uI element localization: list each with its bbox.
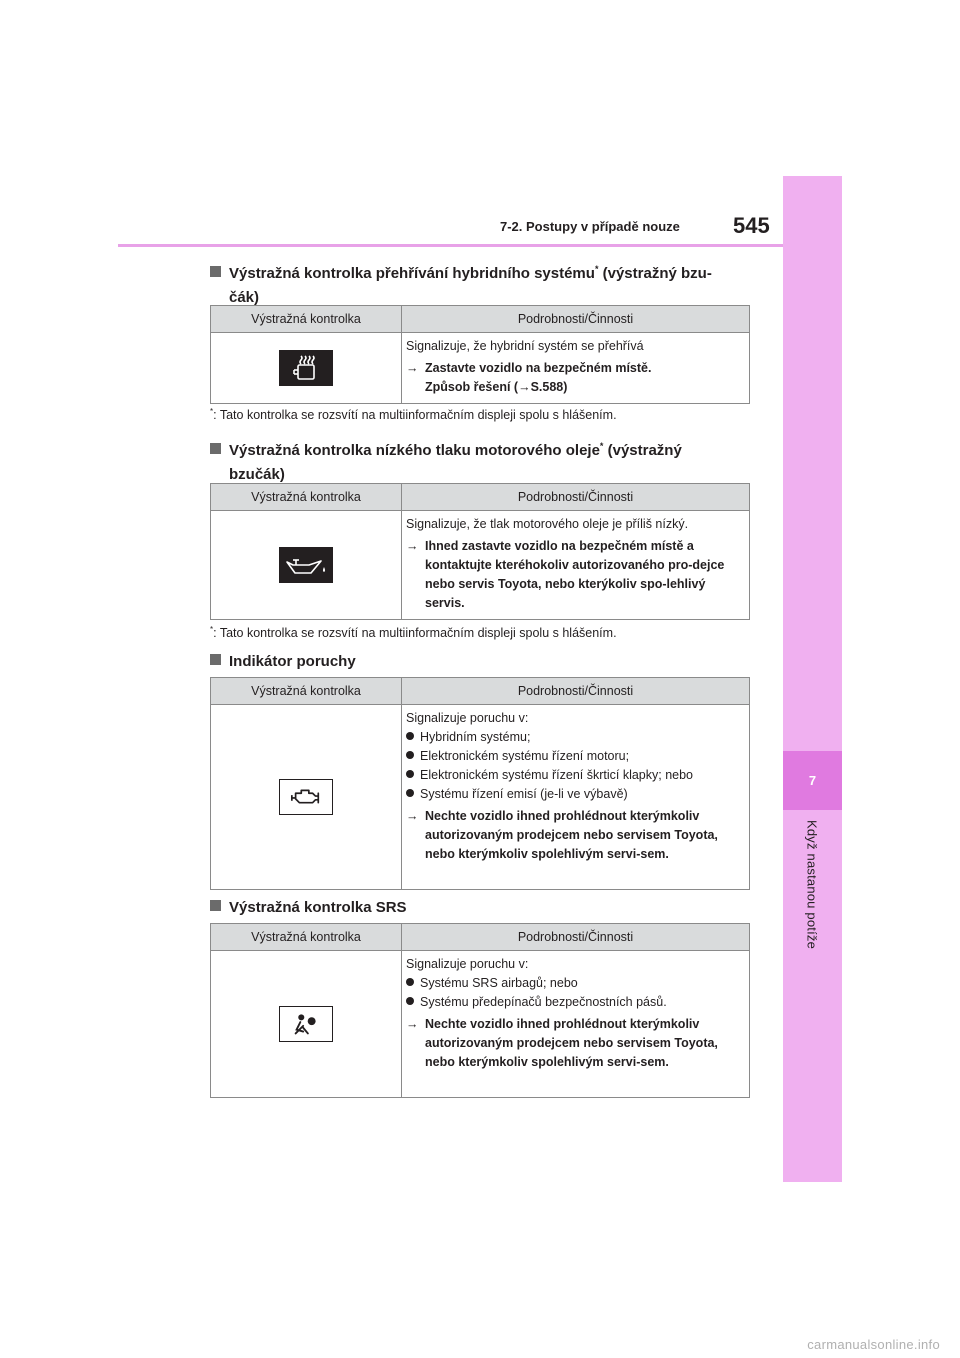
col-header-light: Výstražná kontrolka — [211, 484, 402, 511]
header-rule — [118, 244, 783, 247]
col-header-light: Výstražná kontrolka — [211, 924, 402, 951]
heading-square-icon — [210, 266, 221, 277]
chapter-number: 7 — [783, 751, 842, 810]
section-heading-hybrid-overheat: Výstražná kontrolka přehřívání hybridního systému* (výstražný bzu- čák) — [210, 257, 755, 310]
section-heading-malfunction: Indikátor poruchy — [210, 650, 755, 674]
col-header-light: Výstražná kontrolka — [211, 678, 402, 705]
col-header-details: Podrobnosti/Činnosti — [402, 484, 750, 511]
list-item: Hybridním systému; — [406, 728, 745, 747]
list-item: Systému předepínačů bezpečnostních pásů. — [406, 993, 745, 1012]
list-item: Elektronickém systému řízení motoru; — [406, 747, 745, 766]
srs-airbag-icon — [279, 1006, 333, 1042]
section-title: 7-2. Postupy v případě nouze — [500, 219, 680, 234]
warning-table-hybrid-overheat: Výstražná kontrolka Podrobnosti/Činnosti Signalizuje, že hybridní systém se přehřívá → Zastavte vozidlo na bezpečném místě. Způsob řešení (→S.588) — [210, 305, 750, 404]
chapter-title: Když nastanou potíže — [804, 820, 820, 950]
heading-square-icon — [210, 900, 221, 911]
page-reference-link[interactable]: S.588 — [530, 380, 564, 394]
heading-square-icon — [210, 654, 221, 665]
col-header-details: Podrobnosti/Činnosti — [402, 678, 750, 705]
page-number: 545 — [733, 213, 770, 238]
hybrid-overheat-icon — [279, 350, 333, 386]
col-header-details: Podrobnosti/Činnosti — [402, 306, 750, 333]
warning-table-srs: Výstražná kontrolka Podrobnosti/Činnosti Signalizuje poruchu v: Systému SRS airbagů; nebo Systému předepínačů bezpečnostních pásů. → Nechte vozidlo ihned prohlédnout kterýmkoliv autorizovaným prodejcem nebo servisem Toyota, nebo kterýmkoliv spolehlivým servi-sem. — [210, 923, 750, 1098]
section-heading-srs: Výstražná kontrolka SRS — [210, 896, 755, 920]
warning-table-oil-pressure: Výstražná kontrolka Podrobnosti/Činnosti Signalizuje, že tlak motorového oleje je příliš nízký. → Ihned zastavte vozidlo na bezpečném místě a kontaktujte kteréhokoliv autorizovaného pro-dejce nebo servis Toyota, nebo kterýkoliv spo-lehlivý servis. — [210, 483, 750, 620]
heading-square-icon — [210, 443, 221, 454]
warning-table-malfunction: Výstražná kontrolka Podrobnosti/Činnosti Signalizuje poruchu v: Hybridním systému; Elektronickém systému řízení motoru; Elektronickém systému řízení škrticí klapky; nebo Systému řízení emisí (je-li ve výbavě) → Nechte vozidlo ihned prohlédnout kterýmkoliv autorizovaným prodejcem nebo servisem Toyota, nebo kterýmkoliv spolehlivým servi-sem. — [210, 677, 750, 890]
watermark-logo: carmanualsonline.info — [807, 1337, 940, 1352]
list-item: Elektronickém systému řízení škrticí klapky; nebo — [406, 766, 745, 785]
section-heading-oil-pressure: Výstražná kontrolka nízkého tlaku motorového oleje* (výstražný bzučák) — [210, 434, 755, 487]
oil-pressure-icon — [279, 547, 333, 583]
check-engine-icon — [279, 779, 333, 815]
footnote: *: Tato kontrolka se rozsvítí na multiinformačním displeji spolu s hlášením. — [210, 625, 617, 641]
footnote: *: Tato kontrolka se rozsvítí na multiinformačním displeji spolu s hlášením. — [210, 407, 617, 423]
col-header-details: Podrobnosti/Činnosti — [402, 924, 750, 951]
col-header-light: Výstražná kontrolka — [211, 306, 402, 333]
chapter-side-tab — [783, 176, 842, 1182]
list-item: Systému řízení emisí (je-li ve výbavě) — [406, 785, 745, 804]
list-item: Systému SRS airbagů; nebo — [406, 974, 745, 993]
